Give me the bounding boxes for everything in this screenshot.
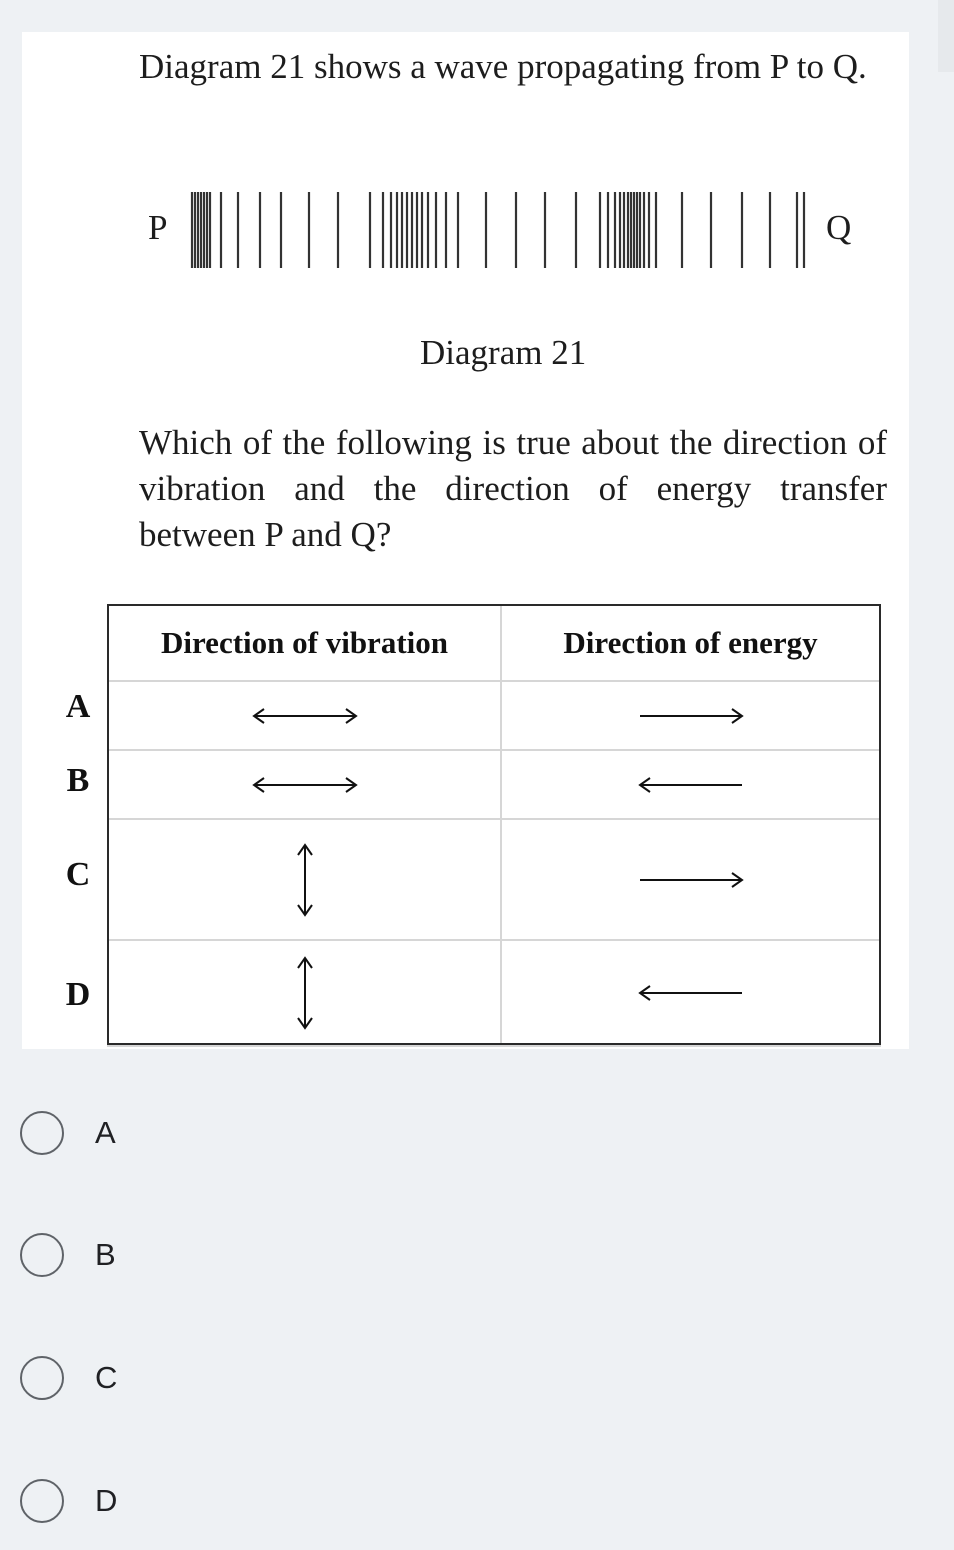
row-letter-a: A [65,688,91,725]
row-b-energy [501,750,880,819]
vertical-double-arrow-icon [293,842,317,918]
row-d-vibration [108,940,501,1046]
choice-c-label: C [95,1360,118,1395]
table-row-d [108,940,880,1046]
radio-d[interactable] [20,1479,64,1523]
row-letter-c: C [65,856,91,893]
row-a-energy [501,681,880,750]
choice-c[interactable] [20,1350,320,1406]
right-arrow-icon [636,868,746,892]
row-c-vibration [108,819,501,940]
choice-a-label: A [95,1115,116,1150]
radio-c[interactable] [20,1356,64,1400]
table-row-c [108,819,880,940]
choice-a[interactable] [20,1105,320,1161]
header-energy: Direction of energy [501,605,880,681]
choice-b[interactable] [20,1227,320,1283]
longitudinal-wave-diagram [188,190,818,272]
header-vibration: Direction of vibration [108,605,501,681]
left-arrow-icon [636,981,746,1005]
horizontal-double-arrow-icon [250,704,360,728]
row-c-energy [501,819,880,940]
question-intro: Diagram 21 shows a wave propagating from P to Q. [139,47,867,86]
row-b-vibration [108,750,501,819]
table-row-b [108,750,880,819]
row-letter-d: D [65,976,91,1013]
wave-label-p: P [148,208,168,247]
row-letter-b: B [66,762,90,799]
table-row-a [108,681,880,750]
radio-b[interactable] [20,1233,64,1277]
choice-d-label: D [95,1483,118,1518]
left-arrow-icon [636,773,746,797]
question-prompt: Which of the following is true about the direction of vibration and the direction of energy transfer between P and Q? [139,423,887,554]
options-table [107,604,881,1047]
wave-label-q: Q [826,208,852,247]
scrollbar-edge [938,0,954,72]
table-header-row [108,605,880,681]
radio-a[interactable] [20,1111,64,1155]
horizontal-double-arrow-icon [250,773,360,797]
choice-b-label: B [95,1237,116,1272]
choice-d[interactable] [20,1473,320,1529]
vertical-double-arrow-icon [293,955,317,1031]
diagram-caption: Diagram 21 [420,333,587,372]
row-a-vibration [108,681,501,750]
right-arrow-icon [636,704,746,728]
row-d-energy [501,940,880,1046]
